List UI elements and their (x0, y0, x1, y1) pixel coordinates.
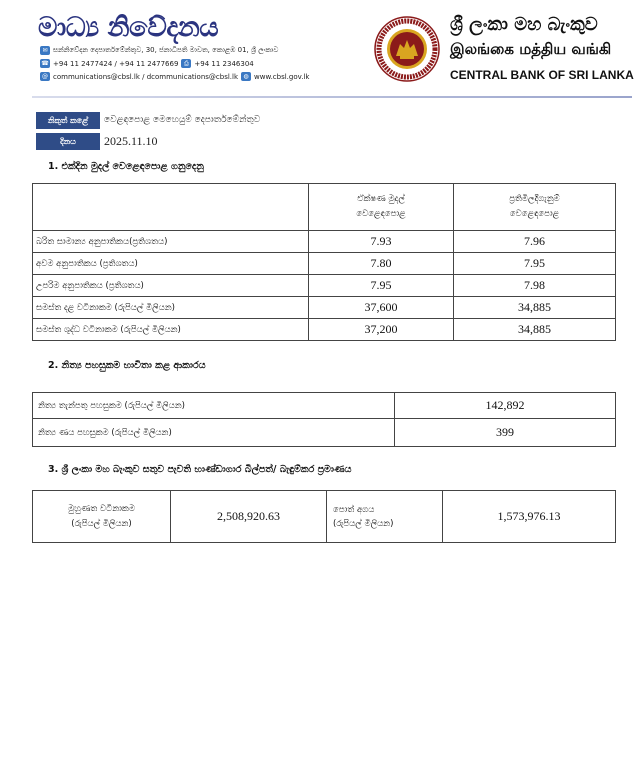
email-line (40, 72, 309, 81)
call-value: 37,600 (309, 297, 454, 319)
table-row (33, 419, 616, 447)
face-value-label-line1: මුහුණත වටිනාකම (68, 503, 135, 514)
header-divider (32, 96, 632, 98)
call-value: 7.93 (309, 231, 454, 253)
table-row (33, 297, 616, 319)
date-value: 2025.11.10 (104, 134, 158, 148)
date-label: දිනය (36, 133, 100, 150)
row-label: නිත්‍ය ණය පහසුකම (රුපියල් මිලියන) (33, 419, 395, 447)
row-label: අවම අනුපාතිකය (ප්‍රතිශතය) (33, 253, 309, 275)
address-text: සන්නිවේදන දෙපාර්තමේන්තුව, 30, ජනාධිපති මාවත, කොළඹ 01, ශ්‍රී ලංකාව (53, 46, 279, 54)
call-value: 37,200 (309, 319, 454, 341)
envelope-icon: ✉ (40, 46, 50, 55)
phone-text: +94 11 2477424 / +94 11 2477669 (53, 59, 179, 68)
face-value-label (33, 491, 171, 543)
row-value: 142,892 (395, 393, 616, 419)
repo-value: 34,885 (454, 297, 616, 319)
holdings-table (32, 490, 616, 543)
repo-value: 34,885 (454, 319, 616, 341)
cbsl-seal-logo (374, 16, 440, 82)
row-value: 399 (395, 419, 616, 447)
phone-line (40, 59, 254, 68)
repo-market-header-line2: වෙළෙඳපොළ (509, 209, 560, 219)
media-release-title: මාධ්‍ය නිවේදනය (38, 12, 219, 43)
row-label: සමස්ත ශුද්ධ වටිනාකම (රුපියල් මිලියන) (33, 319, 309, 341)
money-market-table (32, 183, 616, 341)
row-label: සමස්ත දළ වටිනාකම (රුපියල් මිලියන) (33, 297, 309, 319)
bank-name-sinhala: ශ්‍රී ලංකා මහ බැංකුව (450, 14, 598, 35)
table-row (33, 319, 616, 341)
repo-value: 7.95 (454, 253, 616, 275)
letterhead (0, 0, 640, 100)
bank-name-tamil: இலங்கை மத்திய வங்கி (450, 40, 612, 58)
table-row (33, 253, 616, 275)
at-icon: @ (42, 73, 48, 80)
repo-value: 7.98 (454, 275, 616, 297)
phone-icon: ☎ (41, 60, 49, 67)
row-label: බරිත සාමාන්‍ය අනුපාතිකය(ප්‍රතිශතය) (33, 231, 309, 253)
book-value: 1,573,976.13 (443, 491, 616, 543)
call-value: 7.95 (309, 275, 454, 297)
table-row (33, 491, 616, 543)
empty-header-cell (33, 184, 309, 231)
call-market-header (309, 184, 454, 231)
section3-title: 3. ශ්‍රී ලංකා මහ බැංකුව සතුව පැවති භාණ්ඩාගාර බිල්පත්/ බැඳුම්කර ප්‍රමාණය (48, 464, 352, 475)
table-row (33, 231, 616, 253)
fax-text: +94 11 2346304 (194, 59, 254, 68)
repo-market-header (454, 184, 616, 231)
repo-value: 7.96 (454, 231, 616, 253)
issued-by-label: නිකුත් කළේ (36, 112, 100, 129)
fax-icon: ⎙ (181, 59, 191, 68)
call-market-header-line2: වෙළෙඳපොළ (356, 209, 406, 219)
repo-market-header-line1: ප්‍රතිමිලදීගැනුම් (509, 194, 560, 204)
table-header-row (33, 184, 616, 231)
website-text[interactable]: www.cbsl.gov.lk (254, 72, 310, 81)
book-value-label-line1: පොත් අගය (333, 504, 375, 515)
section2-title: 2. නිත්‍ය පහසුකම භාවිතා කළ ආකාරය (48, 360, 206, 371)
standing-facility-table (32, 392, 616, 447)
row-label: නිත්‍ය තැන්පතු පහසුකම (රුපියල් මිලියන) (33, 393, 395, 419)
book-value-label (327, 491, 443, 543)
call-market-header-line1: ඒක්ෂණ මුදල් (357, 194, 405, 204)
section1-title: 1. එක්දින මුදල් වෙළෙඳපොළ ගනුදෙනු (48, 161, 204, 172)
bank-name-english: CENTRAL BANK OF SRI LANKA (450, 68, 634, 82)
email-text[interactable]: communications@cbsl.lk / dcommunications@cbsl.lk (53, 72, 239, 81)
table-row (33, 275, 616, 297)
book-value-label-line2: (රුපියල් මිලියන) (333, 518, 394, 529)
globe-icon: ◍ (241, 72, 251, 81)
row-label: උපරිම අනුපාතිකය (ප්‍රතිශතය) (33, 275, 309, 297)
face-value-label-line2: (රුපියල් මිලියන) (71, 518, 132, 529)
address-line (40, 46, 278, 55)
call-value: 7.80 (309, 253, 454, 275)
table-row (33, 393, 616, 419)
face-value: 2,508,920.63 (171, 491, 327, 543)
issued-by-value: වෙළඳපොළ මෙහෙයුම් දෙපාර්තමේන්තුව (104, 115, 261, 125)
